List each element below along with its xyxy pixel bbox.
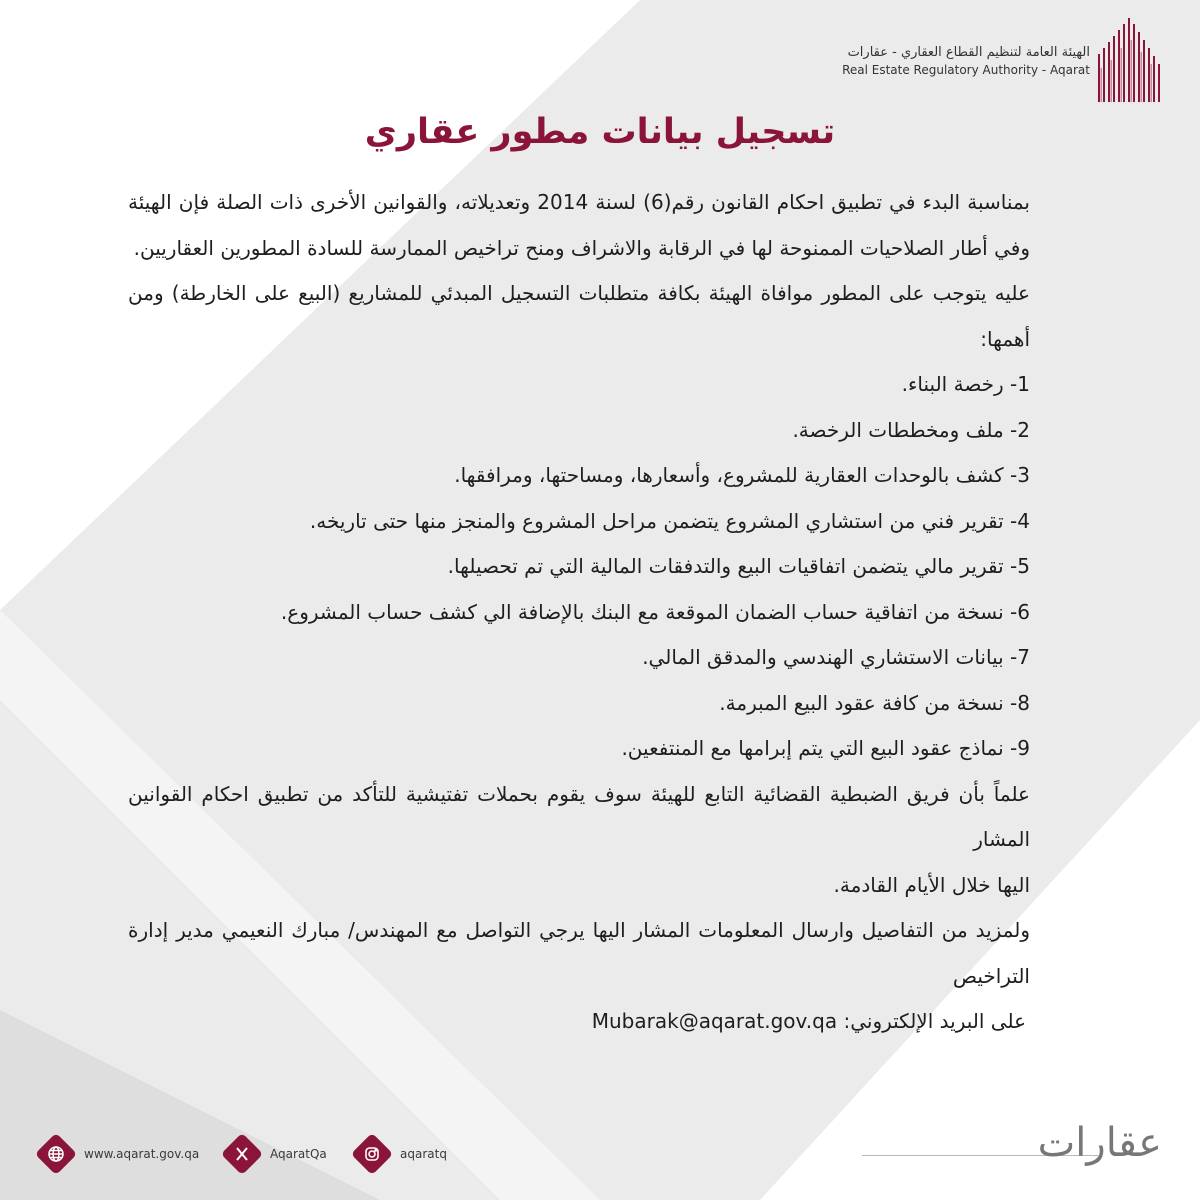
org-name bbox=[842, 44, 1090, 78]
requirement-paragraph: عليه يتوجب على المطور موافاة الهيئة بكافة متطلبات التسجيل المبدئي للمشاريع (البيع على الخارطة) ومن أهمها: bbox=[128, 281, 1030, 351]
x-twitter-icon bbox=[220, 1132, 264, 1176]
contact-paragraph: ولمزيد من التفاصيل وارسال المعلومات المشار اليها يرجي التواصل مع المهندس/ مبارك النعيمي مدير إدارة التراخيص bbox=[128, 918, 1030, 988]
twitter-handle: AqaratQa bbox=[270, 1147, 327, 1161]
globe-icon bbox=[34, 1132, 78, 1176]
email-label: على البريد الإلكتروني: bbox=[843, 1009, 1026, 1033]
instagram-link[interactable] bbox=[350, 1132, 447, 1176]
intro-paragraph: بمناسبة البدء في تطبيق احكام القانون رقم(6) لسنة 2014 وتعديلاته، والقوانين الأخرى ذات الصلة فإن الهيئة وفي أطار الصلاحيات الممنوحة لها في الرقابة والاشراف ومنح تراخيص الممارسة للسادة المطورين العقاريين. bbox=[128, 190, 1031, 260]
notice-paragraph: علماً بأن فريق الضبطية القضائية التابع للهيئة سوف يقوم بحملات تفتيشية للتأكد من تطبيق احكام القوانين المشار bbox=[128, 781, 1030, 851]
list-item: 6- نسخة من اتفاقية حساب الضمان الموقعة مع البنك بالإضافة الي كشف حساب المشروع. bbox=[280, 599, 1030, 624]
footer bbox=[0, 1110, 1200, 1180]
list-item: 5- تقرير مالي يتضمن اتفاقيات البيع والتدفقات المالية التي تم تحصيلها. bbox=[447, 554, 1030, 578]
email-line bbox=[128, 999, 1030, 1045]
list-item: 3- كشف بالوحدات العقارية للمشروع، وأسعارها، ومساحتها، ومرافقها. bbox=[454, 463, 1030, 487]
list-item: 9- نماذج عقود البيع التي يتم إبرامها مع المنتفعين. bbox=[621, 736, 1030, 760]
email-link[interactable]: Mubarak@aqarat.gov.qa bbox=[591, 1009, 838, 1033]
list-item: 4- تقرير فني من استشاري المشروع يتضمن مراحل المشروع والمنجز منها حتى تاريخه. bbox=[309, 508, 1030, 533]
notice-continuation: اليها خلال الأيام القادمة. bbox=[833, 872, 1030, 897]
page-title: تسجيل بيانات مطور عقاري bbox=[364, 112, 836, 152]
building-bars-logo-icon bbox=[1096, 18, 1162, 102]
twitter-link[interactable] bbox=[220, 1132, 327, 1176]
org-name-arabic: الهيئة العامة لتنظيم القطاع العقاري - عقارات bbox=[847, 45, 1090, 60]
org-name-english: Real Estate Regulatory Authority - Aqarat bbox=[842, 62, 1090, 77]
announcement-body bbox=[128, 180, 1030, 1045]
list-item: 7- بيانات الاستشاري الهندسي والمدقق المالي. bbox=[642, 645, 1030, 669]
list-item: 2- ملف ومخططات الرخصة. bbox=[792, 417, 1030, 442]
footer-logo-wordmark: عقارات bbox=[1037, 1120, 1162, 1166]
website-link[interactable] bbox=[34, 1132, 199, 1176]
website-label: www.aqarat.gov.qa bbox=[84, 1147, 200, 1161]
list-item: 1- رخصة البناء. bbox=[901, 372, 1030, 396]
list-item: 8- نسخة من كافة عقود البيع المبرمة. bbox=[719, 690, 1030, 715]
instagram-handle: aqaratq bbox=[400, 1147, 447, 1161]
header bbox=[0, 0, 1200, 110]
instagram-icon bbox=[350, 1132, 394, 1176]
